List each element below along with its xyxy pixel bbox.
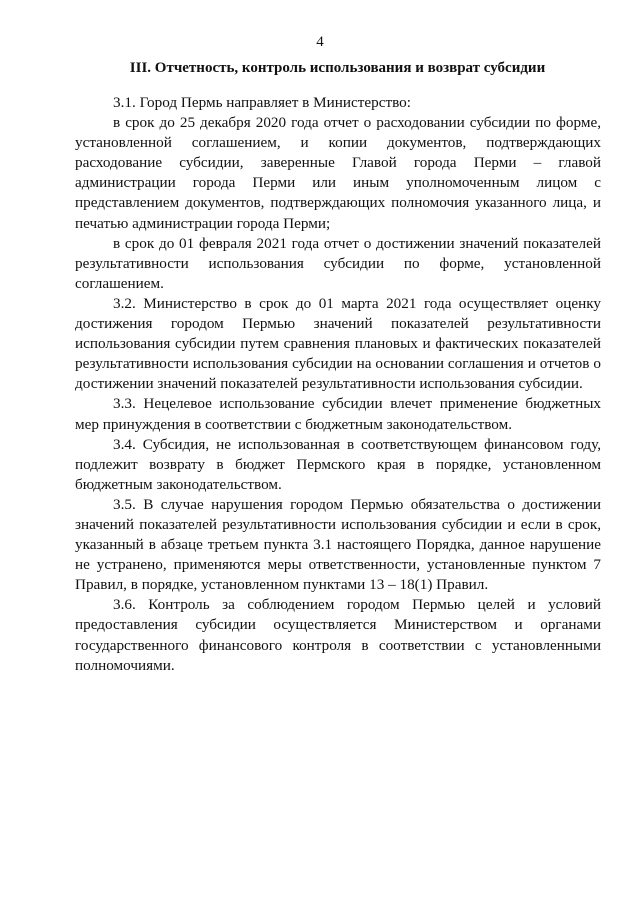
paragraph-3-6: 3.6. Контроль за соблюдением городом Пермью целей и условий предоставления субсидии осуществляется Министерством и органами государственного финансового контроля в соответствии с установленными полномочиями. <box>75 596 601 674</box>
paragraph-3-4: 3.4. Субсидия, не использованная в соответствующем финансовом году, подлежит возврату в бюджет Пермского края в порядке, установленном бюджетным законодательством. <box>75 435 601 493</box>
page-number: 4 <box>316 34 324 50</box>
paragraph-3-3: 3.3. Нецелевое использование субсидии влечет применение бюджетных мер принуждения в соответствии с бюджетным законодательством. <box>75 395 601 433</box>
section-heading: III. Отчетность, контроль использования и возврат субсидии <box>129 60 546 76</box>
paragraph-3-5: 3.5. В случае нарушения городом Пермью обязательства о достижении значений показателей результативности использования субсидии и если в срок, указанный в абзаце третьем пункта 3.1 настоящего Порядка, данное нарушение не устранено, применяются меры ответственности, установленные пунктом 7 Правил, в порядке, установленном пунктами 13 – 18(1) Правил. <box>75 495 601 594</box>
paragraph-3-1: 3.1. Город Пермь направляет в Министерство: <box>113 94 411 111</box>
document-body <box>75 93 601 676</box>
paragraph-3-1-deadline-december: в срок до 25 декабря 2020 года отчет о расходовании субсидии по форме, установленной соглашением, и копии документов, подтверждающих расходование субсидии, заверенные Главой города Перми – главой администрации города Перми или иным уполномоченным лицом с представлением документов, подтверждающих полномочия указанного лица, и печатью администрации города Перми; <box>75 114 601 232</box>
paragraph-3-2: 3.2. Министерство в срок до 01 марта 2021 года осуществляет оценку достижения городом Пермью значений показателей результативности использования субсидии путем сравнения плановых и фактических показателей результативности использования субсидии на основании соглашения и отчетов о достижении значений показателей результативности использования субсидии. <box>75 294 601 393</box>
paragraph-3-1-deadline-february: в срок до 01 февраля 2021 года отчет о достижении значений показателей результативности использования субсидии по форме, установленной соглашением. <box>75 234 601 292</box>
